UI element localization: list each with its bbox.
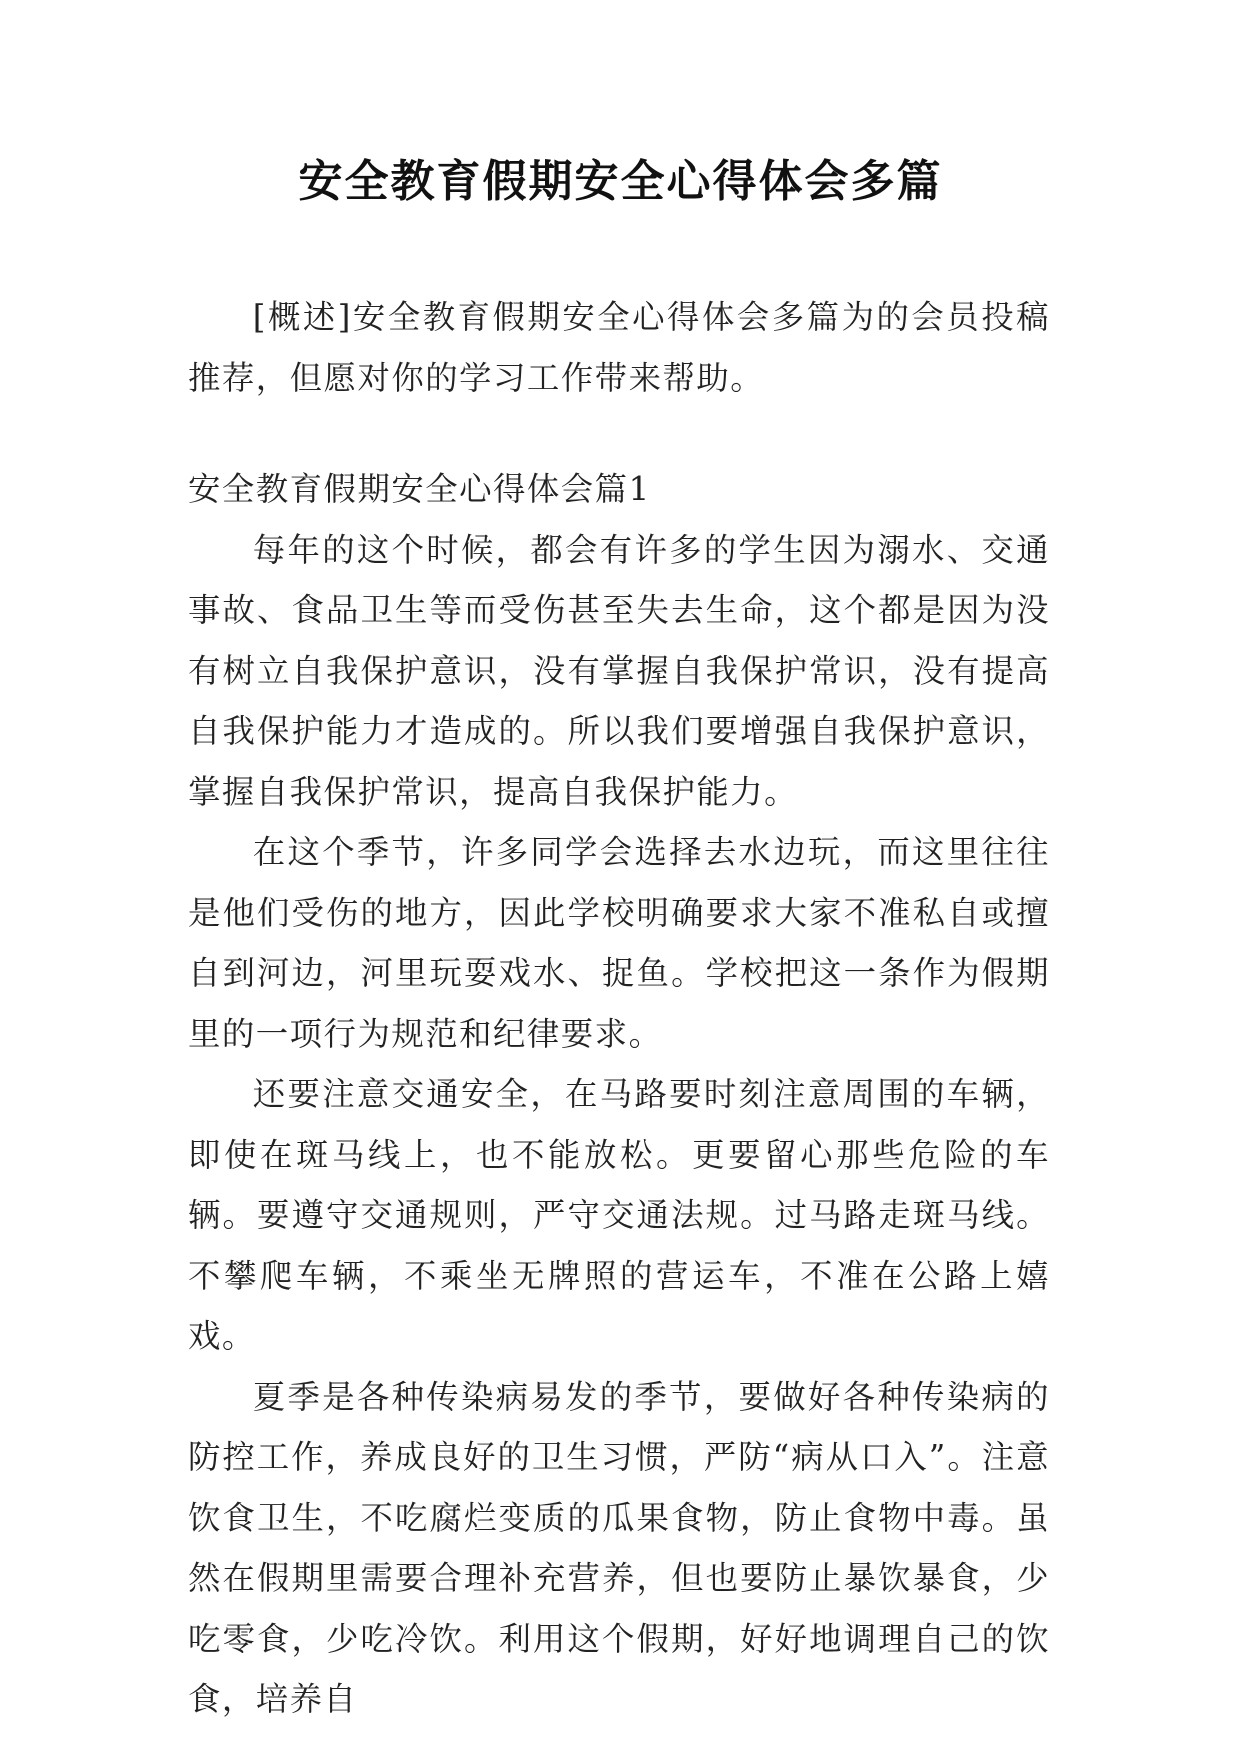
summary-paragraph: [概述]安全教育假期安全心得体会多篇为的会员投稿推荐，但愿对你的学习工作带来帮助。	[188, 298, 1050, 397]
article-body	[188, 459, 1050, 1730]
summary-block	[188, 287, 1050, 408]
section-heading: 安全教育假期安全心得体会篇1	[188, 470, 651, 508]
document-title: 安全教育假期安全心得体会多篇	[298, 156, 943, 207]
body-paragraph: 还要注意交通安全，在马路要时刻注意周围的车辆，即使在斑马线上，也不能放松。更要留心那些危险的车辆。要遵守交通规则，严守交通法规。过马路走斑马线。不攀爬车辆，不乘坐无牌照的营运车，不准在公路上嬉戏。	[188, 1075, 1050, 1355]
body-paragraph: 夏季是各种传染病易发的季节，要做好各种传染病的防控工作，养成良好的卫生习惯，严防“病从口入”。注意饮食卫生，不吃腐烂变质的瓜果食物，防止食物中毒。虽然在假期里需要合理补充营养，但也要防止暴饮暴食，少吃零食，少吃冷饮。利用这个假期，好好地调理自己的饮食，培养自	[188, 1377, 1050, 1718]
body-paragraph: 每年的这个时候，都会有许多的学生因为溺水、交通事故、食品卫生等而受伤甚至失去生命，这个都是因为没有树立自我保护意识，没有掌握自我保护常识，没有提高自我保护能力才造成的。所以我们要增强自我保护意识，掌握自我保护常识，提高自我保护能力。	[188, 530, 1050, 811]
body-paragraph: 在这个季节，许多同学会选择去水边玩，而这里往往是他们受伤的地方，因此学校明确要求大家不准私自或擅自到河边，河里玩耍戏水、捉鱼。学校把这一条作为假期里的一项行为规范和纪律要求。	[188, 833, 1050, 1053]
